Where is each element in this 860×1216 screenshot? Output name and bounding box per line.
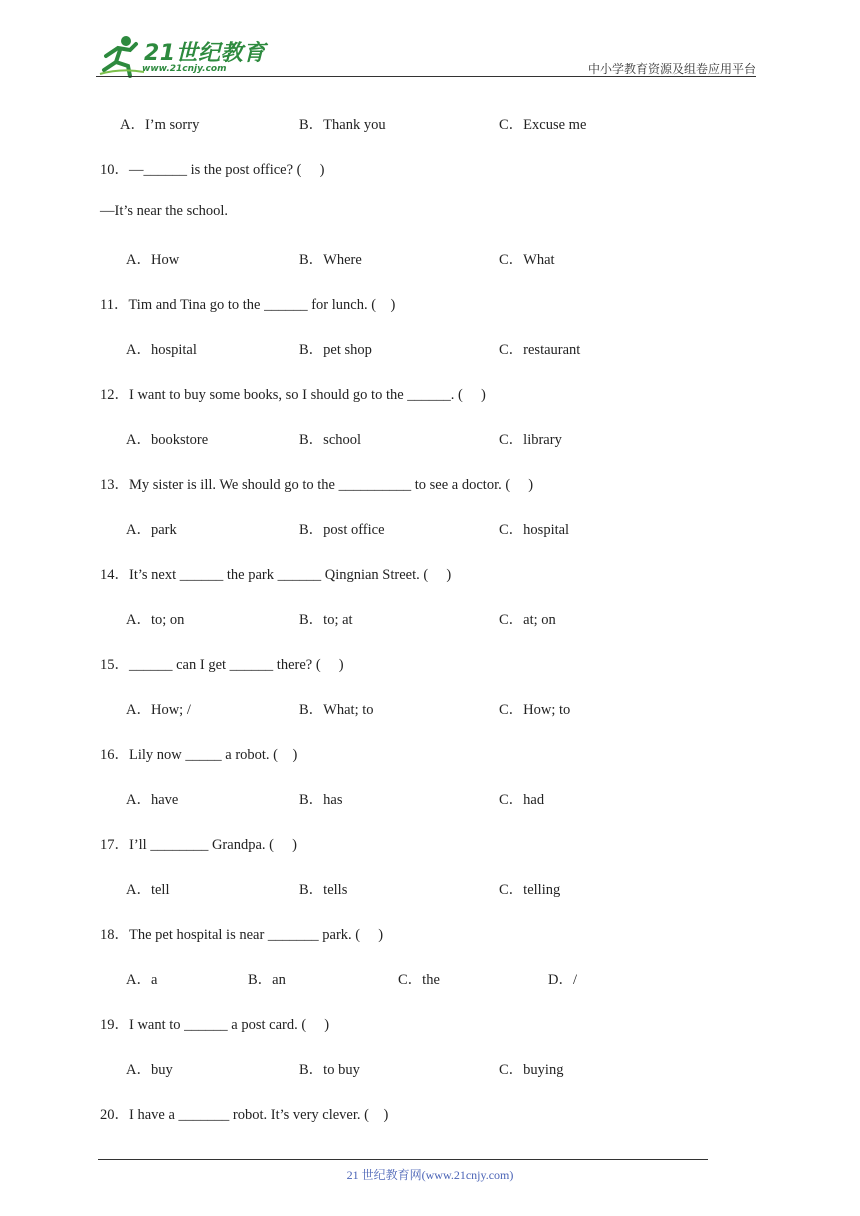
option-b: B．Thank you <box>299 117 386 133</box>
option-a: A．bookstore <box>126 432 209 448</box>
option-a: A．have <box>126 792 179 808</box>
option-b: B．has <box>299 792 343 808</box>
option-a: A．How <box>126 252 180 268</box>
option-c: C．had <box>499 792 545 808</box>
question-stem: 11．Tim and Tina go to the ______ for lunch. ( ) <box>100 297 396 313</box>
logo-text: 21世纪教育 <box>144 41 266 66</box>
logo-url: www.21cnjy.com <box>142 64 227 74</box>
option-a: A．to; on <box>126 612 185 628</box>
option-a: A．How; / <box>126 702 191 718</box>
option-a: A．hospital <box>126 342 197 358</box>
header-divider <box>96 76 756 77</box>
option-b: B．school <box>299 432 362 448</box>
question-stem: 18．The pet hospital is near _______ park. ( ) <box>100 927 384 943</box>
option-b: B．tells <box>299 882 348 898</box>
footer-divider <box>98 1159 708 1160</box>
question-stem: 17．I’ll ________ Grandpa. ( ) <box>100 837 297 853</box>
option-a: A．I’m sorry <box>120 117 200 133</box>
option-a: A．tell <box>126 882 170 898</box>
question-stem: 15．______ can I get ______ there? ( ) <box>100 657 344 673</box>
option-c: C．buying <box>499 1062 564 1078</box>
option-b: B．pet shop <box>299 342 372 358</box>
option-c: C．the <box>398 972 440 988</box>
question-stem: 19．I want to ______ a post card. ( ) <box>100 1017 330 1033</box>
option-b: B．an <box>248 972 286 988</box>
option-c: C．Excuse me <box>499 117 587 133</box>
option-c: C．restaurant <box>499 342 581 358</box>
runner-logo-icon <box>96 34 146 78</box>
question-stem: 20．I have a _______ robot. It’s very clever. ( ) <box>100 1107 389 1123</box>
header-platform-text: 中小学教育资源及组卷应用平台 <box>587 62 756 76</box>
option-b: B．to buy <box>299 1062 360 1078</box>
page-footer: 21 世纪教育网(www.21cnjy.com) <box>346 1168 514 1182</box>
logo <box>96 34 266 78</box>
option-a: A．buy <box>126 1062 173 1078</box>
question-stem: 13．My sister is ill. We should go to the __________ to see a doctor. ( ) <box>100 477 534 493</box>
page-header <box>96 34 756 78</box>
option-b: B．post office <box>299 522 385 538</box>
option-b: B．to; at <box>299 612 353 628</box>
option-c: C．How; to <box>499 702 571 718</box>
option-a: A．park <box>126 522 177 538</box>
option-c: C．What <box>499 252 555 268</box>
option-c: C．at; on <box>499 612 556 628</box>
question-stem: 12．I want to buy some books, so I should go to the ______. ( ) <box>100 387 486 403</box>
option-c: C．telling <box>499 882 561 898</box>
option-c: C．library <box>499 432 562 448</box>
question-reply: —It’s near the school. <box>100 203 229 219</box>
option-a: A．a <box>126 972 158 988</box>
question-stem: 14．It’s next ______ the park ______ Qingnian Street. ( ) <box>100 567 452 583</box>
question-stem: 10．—______ is the post office? ( ) <box>100 162 325 178</box>
option-d: D．/ <box>548 972 577 988</box>
question-stem: 16．Lily now _____ a robot. ( ) <box>100 747 298 763</box>
option-b: B．Where <box>299 252 362 268</box>
option-b: B．What; to <box>299 702 374 718</box>
option-c: C．hospital <box>499 522 570 538</box>
